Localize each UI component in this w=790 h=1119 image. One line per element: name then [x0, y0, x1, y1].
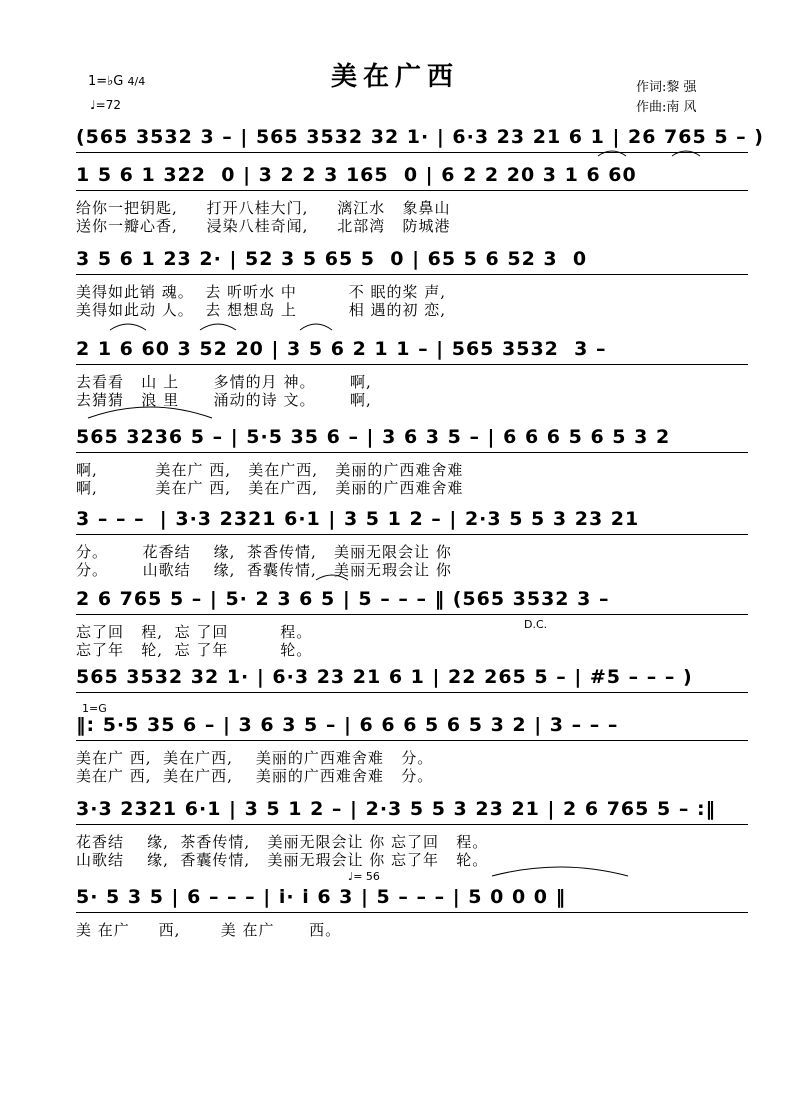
- notation-line: 3 5 6 1 23 2· | 52 3 5 65 5 0 | 65 5 6 52 3 0: [76, 248, 588, 270]
- beam-line: [76, 912, 748, 917]
- beam-line: [76, 740, 748, 745]
- notation-line: 565 3532 32 1· | 6·3 23 21 6 1 | 22 265 5 – | #5 – – – ): [76, 666, 693, 688]
- tempo-marking: ♩=72: [90, 98, 121, 112]
- tempo-change-mark: ♩= 56: [348, 870, 380, 883]
- lyric-verse-1: 去看看 山 上 多情的月 神。 啊,: [76, 373, 372, 391]
- slur: [110, 324, 146, 330]
- lyric-verse-2: 去猜猜 浪 里 涌动的诗 文。 啊,: [76, 391, 372, 409]
- lyricist-credit: 作词:黎 强: [636, 80, 697, 95]
- key-text: 1=♭G: [88, 74, 124, 89]
- beam-line: [76, 692, 748, 697]
- lyric-verse-2: 忘了年 轮, 忘 了年 轮。: [76, 641, 313, 659]
- notation-line: (565 3532 3 – | 565 3532 32 1· | 6·3 23 21 6 1 | 26 765 5 – ): [76, 126, 764, 148]
- beam-line: [76, 274, 748, 279]
- lyric-verse-1: 啊, 美在广 西, 美在广西, 美丽的广西难舍难: [76, 461, 464, 479]
- lyric-verse-1: 分。 花香结 缘, 茶香传情, 美丽无限会让 你: [76, 543, 452, 561]
- beam-line: [76, 824, 748, 829]
- beam-line: [76, 152, 748, 157]
- lyric-verse-1: 给你一把钥匙, 打开八桂大门, 漓江水 象鼻山: [76, 199, 451, 217]
- lyric-verse-1: 花香结 缘, 茶香传情, 美丽无限会让 你 忘了回 程。: [76, 833, 489, 851]
- notation-line: 2 1 6 60 3 52 20 | 3 5 6 2 1 1 – | 565 3532 3 –: [76, 338, 607, 360]
- notation-line: 565 3236 5 – | 5·5 35 6 – | 3 6 3 5 – | 6 6 6 5 6 5 3 2: [76, 426, 671, 448]
- lyric-verse-2: 山歌结 缘, 香囊传情, 美丽无瑕会让 你 忘了年 轮。: [76, 851, 489, 869]
- notation-line: 3·3 2321 6·1 | 3 5 1 2 – | 2·3 5 5 3 23 21 | 2 6 765 5 – :‖: [76, 798, 717, 820]
- notation-line: 5· 5 3 5 | 6 – – – | i· i 6 3 | 5 – – – | 5 0 0 0 ‖: [76, 886, 567, 908]
- composer-credit: 作曲:南 风: [636, 100, 697, 115]
- beam-line: [76, 614, 748, 619]
- time-signature: 4/4: [127, 75, 146, 88]
- lyric-verse-2: 分。 山歌结 缘, 香囊传情, 美丽无瑕会让 你: [76, 561, 452, 579]
- notation-line: 1 5 6 1 322 0 | 3 2 2 3 165 0 | 6 2 2 20 3 1 6 60: [76, 164, 637, 186]
- notation-line: 3 – – – | 3·3 2321 6·1 | 3 5 1 2 – | 2·3 5 5 3 23 21: [76, 508, 640, 530]
- beam-line: [76, 534, 748, 539]
- beam-line: [76, 364, 748, 369]
- beam-line: [76, 452, 748, 457]
- lyric-verse-2: 美在广 西, 美在广西, 美丽的广西难舍难 分。: [76, 767, 434, 785]
- lyric-verse-2: 美得如此动 人。 去 想想岛 上 相 遇的初 恋,: [76, 301, 447, 319]
- notation-line: 2 6 765 5 – | 5· 2 3 6 5 | 5 – – – ‖ (565 3532 3 –: [76, 588, 610, 610]
- notation-line: ‖: 5·5 35 6 – | 3 6 3 5 – | 6 6 6 5 6 5 3 2 | 3 – – –: [76, 714, 619, 736]
- key-change-mark: 1=G: [82, 702, 107, 715]
- lyric-verse-1: 美 在广 西, 美 在广 西。: [76, 921, 342, 939]
- lyric-verse-1: 美得如此销 魂。 去 听听水 中 不 眠的桨 声,: [76, 283, 447, 301]
- key-signature: [88, 74, 145, 89]
- slur: [200, 324, 236, 330]
- lyric-verse-1: 忘了回 程, 忘 了回 程。: [76, 623, 313, 641]
- lyric-verse-2: 送你一瓣心香, 浸染八桂奇闻, 北部湾 防城港: [76, 217, 451, 235]
- page-title: 美在广西: [330, 62, 459, 92]
- dc-mark: D.C.: [524, 618, 548, 631]
- beam-line: [76, 190, 748, 195]
- credits: [636, 78, 697, 118]
- lyric-verse-1: 美在广 西, 美在广西, 美丽的广西难舍难 分。: [76, 749, 434, 767]
- lyric-verse-2: 啊, 美在广 西, 美在广西, 美丽的广西难舍难: [76, 479, 464, 497]
- slur: [300, 324, 332, 330]
